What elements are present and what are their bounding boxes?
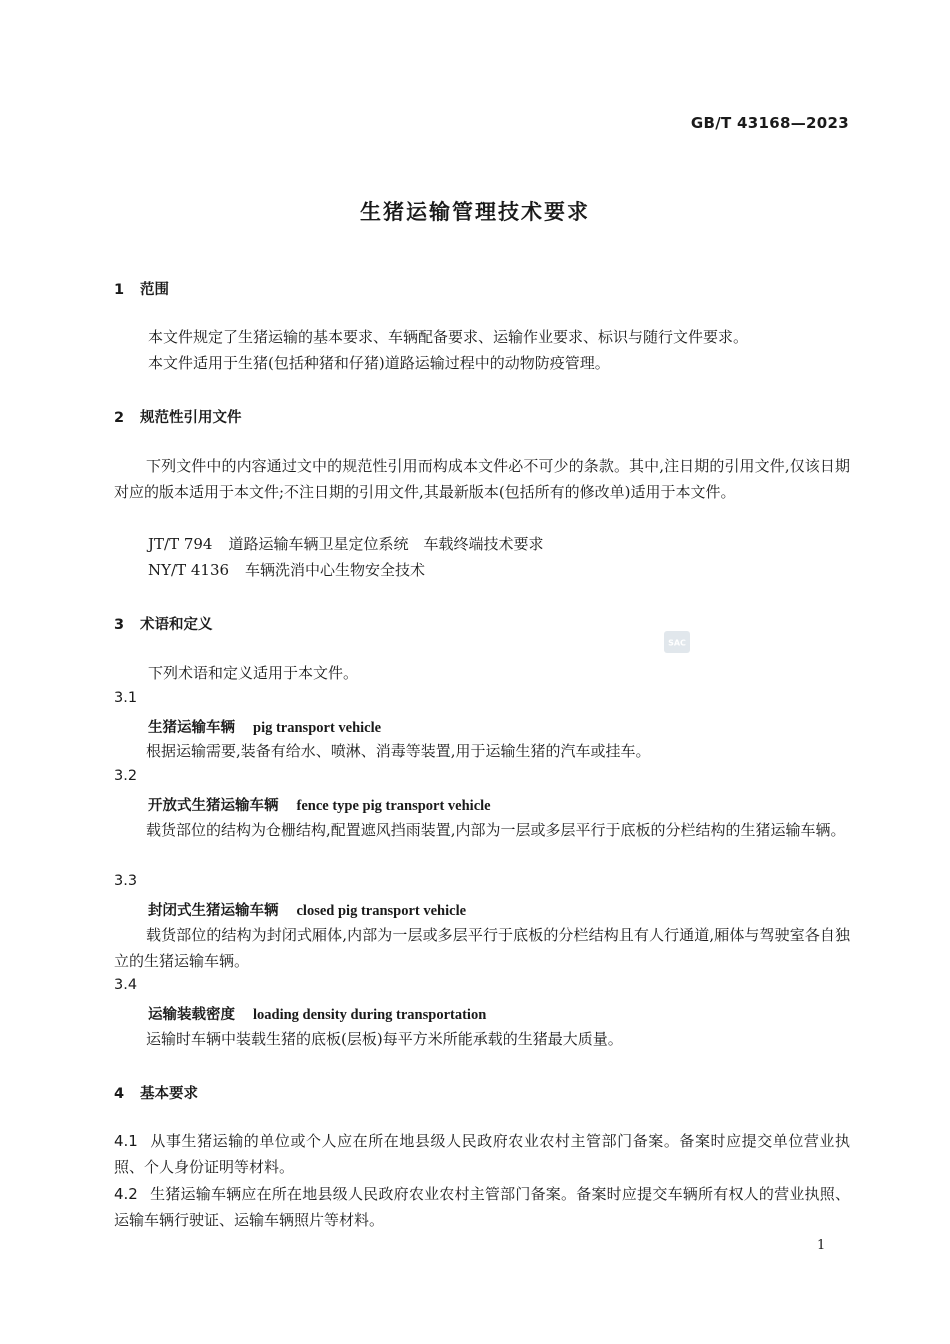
term-zh: 运输装载密度 (148, 1007, 235, 1023)
clause (114, 1128, 850, 1180)
document-title: 生猪运输管理技术要求 (360, 200, 590, 224)
term-definition: 根据运输需要,装备有给水、喷淋、消毒等装置,用于运输生猪的汽车或挂车。 (146, 742, 651, 760)
paragraph: 下列术语和定义适用于本文件。 (148, 664, 359, 682)
term-en: closed pig transport vehicle (296, 903, 467, 919)
term-zh: 开放式生猪运输车辆 (148, 798, 279, 814)
reference-code: NY/T 4136 (148, 561, 230, 579)
term-zh: 封闭式生猪运输车辆 (148, 903, 279, 919)
term-title (148, 794, 491, 815)
clause-text: 生猪运输车辆应在所在地县级人民政府农业农村主管部门备案。备案时应提交车辆所有权人的营业执照、运输车辆行驶证、运输车辆照片等材料。 (114, 1185, 850, 1229)
reference-item (148, 557, 425, 583)
section-title: 范围 (140, 282, 169, 298)
clause-number: 4.2 (114, 1185, 138, 1203)
section-heading-4 (114, 1082, 198, 1103)
term-definition: 载货部位的结构为仓栅结构,配置遮风挡雨装置,内部为一层或多层平行于底板的分栏结构的生猪运输车辆。 (146, 821, 846, 839)
section-heading-3 (114, 613, 213, 634)
section-title: 术语和定义 (140, 617, 213, 633)
reference-title: 车辆洗消中心生物安全技术 (245, 561, 426, 579)
paragraph: 本文件适用于生猪(包括种猪和仔猪)道路运输过程中的动物防疫管理。 (148, 354, 610, 372)
standard-number: GB/T 43168—2023 (690, 114, 849, 132)
reference-code: JT/T 794 (148, 535, 213, 553)
term-number: 3.3 (114, 873, 138, 889)
section-number: 1 (114, 282, 125, 298)
term-en: loading density during transportation (253, 1007, 487, 1023)
paragraph: 本文件规定了生猪运输的基本要求、车辆配备要求、运输作业要求、标识与随行文件要求。 (148, 328, 749, 346)
reference-item (148, 531, 544, 557)
reference-title: 道路运输车辆卫星定位系统 车载终端技术要求 (228, 535, 544, 553)
clause (114, 1181, 850, 1233)
term-en: pig transport vehicle (253, 720, 382, 736)
term-number: 3.1 (114, 690, 138, 706)
page-number: 1 (817, 1238, 826, 1253)
term-number: 3.4 (114, 977, 138, 993)
term-title (148, 1003, 486, 1024)
section-number: 3 (114, 617, 125, 633)
term-number: 3.2 (114, 768, 138, 784)
clause-number: 4.1 (114, 1132, 138, 1150)
term-zh: 生猪运输车辆 (148, 720, 235, 736)
section-title: 规范性引用文件 (140, 410, 242, 426)
term-definition: 载货部位的结构为封闭式厢体,内部为一层或多层平行于底板的分栏结构且有人行通道,厢体与驾驶室各自独立的生猪运输车辆。 (114, 926, 850, 970)
term-title (148, 716, 381, 737)
paragraph: 下列文件中的内容通过文中的规范性引用而构成本文件必不可少的条款。其中,注日期的引用文件,仅该日期对应的版本适用于本文件;不注日期的引用文件,其最新版本(包括所有的修改单)适用于本文件。 (114, 457, 850, 501)
term-definition: 运输时车辆中装载生猪的底板(层板)每平方米所能承载的生猪最大质量。 (146, 1030, 623, 1048)
sac-watermark-logo (664, 631, 690, 653)
section-number: 2 (114, 410, 125, 426)
term-en: fence type pig transport vehicle (296, 798, 491, 814)
term-title (148, 899, 466, 920)
section-heading-1 (114, 278, 169, 299)
section-heading-2 (114, 406, 242, 427)
watermark-text: SAC (668, 638, 686, 648)
section-number: 4 (114, 1086, 125, 1102)
clause-text: 从事生猪运输的单位或个人应在所在地县级人民政府农业农村主管部门备案。备案时应提交单位营业执照、个人身份证明等材料。 (114, 1132, 850, 1176)
section-title: 基本要求 (140, 1086, 198, 1102)
